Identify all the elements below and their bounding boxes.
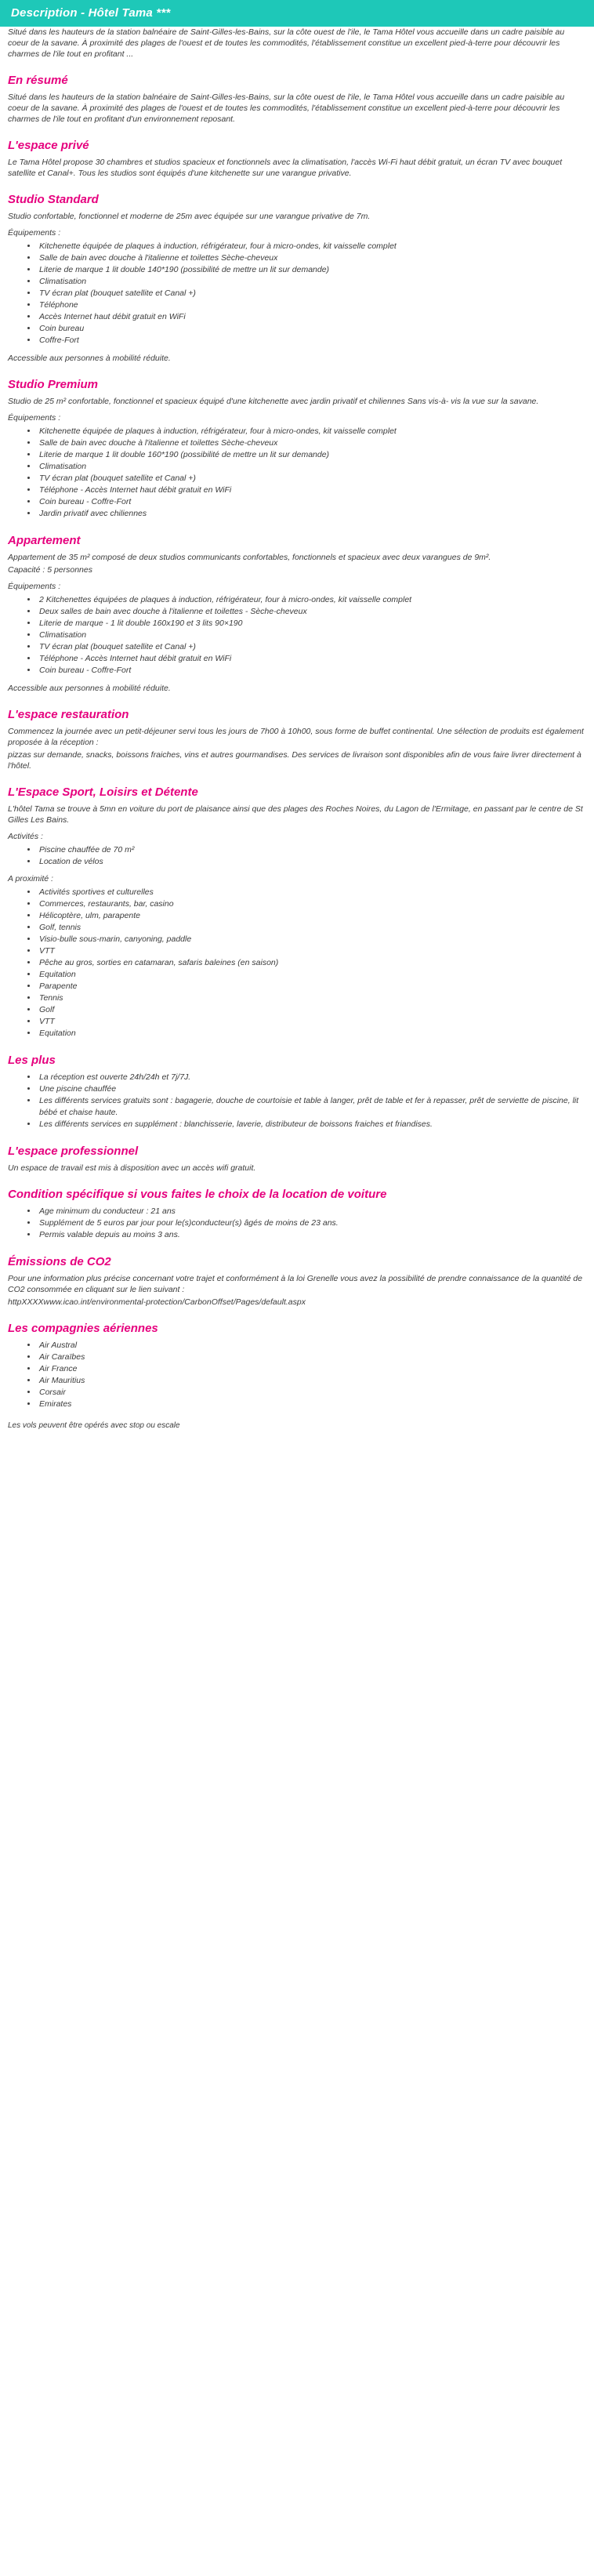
list-item: • Accès Internet haut débit gratuit en WiFi <box>38 311 589 323</box>
list-item: • VTT <box>38 945 589 957</box>
list-item: • TV écran plat (bouquet satellite et Canal +) <box>38 473 589 484</box>
list-item: • TV écran plat (bouquet satellite et Canal +) <box>38 288 589 299</box>
section-heading-studio-standard: Studio Standard <box>8 193 99 206</box>
list-item: • Golf, tennis <box>38 922 589 934</box>
list-item: • Climatisation <box>38 276 589 288</box>
airlines-footnote: Les vols peuvent être opérés avec stop ou escale <box>8 1421 180 1430</box>
section-heading-en-resume: En résumé <box>8 74 68 87</box>
list-item: • Air Austral <box>38 1340 589 1351</box>
section-heading-condition-voiture: Condition spécifique si vous faites le choix de la location de voiture <box>8 1188 387 1201</box>
equipment-label: Équipements : <box>8 413 61 423</box>
list-item: • Les différents services gratuits sont : bagagerie, douche de courtoisie et table à langer, prêt de table et fer à repasser, prêt de serviette de piscine, lit bébé et chaise haute. <box>38 1095 589 1119</box>
section-paragraph: Situé dans les hauteurs de la station balnéaire de Saint-Gilles-les-Bains, sur la côte ouest de l'ile, le Tama Hôtel vous accueille dans un cadre paisible au coeur de la savane. À proximité des plages de l'ouest et de toutes les commodités, l'établissement constitue un excellent pied-à-terre pour découvrir les charmes de l'ile tout en profitant d'un environnement reposant. <box>8 93 565 124</box>
list-item: • Permis valable depuis au moins 3 ans. <box>38 1229 589 1241</box>
accessibility-note: Accessible aux personnes à mobilité réduite. <box>8 684 171 693</box>
section-paragraph: L'hôtel Tama se trouve à 5mn en voiture du port de plaisance ainsi que des plages des Roches Noires, du Lagon de l'Ermitage, en passant par le centre de St Gilles Les Bains. <box>8 804 583 825</box>
section-paragraph: pizzas sur demande, snacks, boissons fraiches, vins et autres gourmandises. Des services de livraison sont disponibles afin de vous faire livrer directement à l'hôtel. <box>8 750 581 771</box>
section-paragraph: Studio confortable, fonctionnel et moderne de 25m avec équipée sur une varangue privative de 7m. <box>8 212 371 221</box>
section-heading-espace-sport: L'Espace Sport, Loisirs et Détente <box>8 785 198 799</box>
activities-label: Activités : <box>8 832 43 841</box>
co2-link[interactable]: httpXXXXwww.icao.int/environmental-protection/CarbonOffset/Pages/default.aspx <box>8 1297 306 1307</box>
section-paragraph: Appartement de 35 m² composé de deux studios communicants confortables, fonctionnels et spacieux avec deux varangues de 9m². <box>8 553 491 562</box>
section-paragraph: Pour une information plus précise concernant votre trajet et conformément à la loi Grenelle vous avez la possibilité de prendre connaissance de la quantité de CO2 consommée en cliquant sur le lien suivant : <box>8 1274 583 1294</box>
section-heading-espace-prive: L'espace privé <box>8 139 89 152</box>
list-item: • Equitation <box>38 969 589 981</box>
list-item: • Equitation <box>38 1028 589 1039</box>
capacity-text: Capacité : 5 personnes <box>8 565 92 575</box>
equipment-label: Équipements : <box>8 582 61 591</box>
list-item: • Téléphone - Accès Internet haut débit gratuit en WiFi <box>38 653 589 665</box>
list-item: • Pêche au gros, sorties en catamaran, safaris baleines (en saison) <box>38 957 589 969</box>
list-item: • Visio-bulle sous-marin, canyoning, paddle <box>38 934 589 945</box>
equipment-list <box>5 594 589 677</box>
list-item: • La réception est ouverte 24h/24h et 7j/7J. <box>38 1072 589 1083</box>
list-item: • Corsair <box>38 1387 589 1399</box>
list-item: • VTT <box>38 1016 589 1028</box>
list-item: • Literie de marque 1 lit double 140*190 (possibilité de mettre un lit sur demande) <box>38 264 589 276</box>
section-paragraph: Un espace de travail est mis à disposition avec un accès wifi gratuit. <box>8 1163 256 1173</box>
list-item: • Emirates <box>38 1399 589 1410</box>
section-heading-emissions-co2: Émissions de CO2 <box>8 1255 111 1268</box>
intro-paragraph: Situé dans les hauteurs de la station balnéaire de Saint-Gilles-les-Bains, sur la côte ouest de l'ile, le Tama Hôtel vous accueille dans un cadre paisible au coeur de la savane. À proximité des plages de l'ouest et de toutes les commodités, l'établissement constitue un excellent pied-à-terre pour découvrir les charmes de l'ile tout en profitant ... <box>8 27 565 59</box>
list-item: • Coffre-Fort <box>38 335 589 346</box>
list-item: • Air Caraïbes <box>38 1351 589 1363</box>
condition-list <box>5 1206 589 1241</box>
list-item: • Age minimum du conducteur : 21 ans <box>38 1206 589 1217</box>
list-item: • Téléphone <box>38 299 589 311</box>
list-item: • Une piscine chauffée <box>38 1083 589 1095</box>
list-item: • Literie de marque - 1 lit double 160x190 et 3 lits 90×190 <box>38 618 589 629</box>
section-heading-compagnies-aeriennes: Les compagnies aériennes <box>8 1322 158 1335</box>
list-item: • Coin bureau - Coffre-Fort <box>38 496 589 508</box>
list-item: • Les différents services en supplément : blanchisserie, laverie, distributeur de boissons fraiches et friandises. <box>38 1119 589 1130</box>
list-item: • Kitchenette équipée de plaques à induction, réfrigérateur, four à micro-ondes, kit vaisselle complet <box>38 241 589 252</box>
equipment-list <box>5 426 589 520</box>
list-item: • Salle de bain avec douche à l'italienne et toilettes Sèche-cheveux <box>38 437 589 449</box>
list-item: • Piscine chauffée de 70 m² <box>38 844 589 856</box>
section-heading-les-plus: Les plus <box>8 1054 56 1067</box>
list-item: • Tennis <box>38 992 589 1004</box>
page-header <box>0 0 594 27</box>
section-heading-espace-professionnel: L'espace professionnel <box>8 1145 139 1158</box>
list-item: • Climatisation <box>38 629 589 641</box>
section-heading-espace-restauration: L'espace restauration <box>8 708 129 721</box>
nearby-list <box>5 887 589 1039</box>
section-paragraph: Le Tama Hôtel propose 30 chambres et studios spacieux et fonctionnels avec la climatisation, l'accès Wi-Fi haut débit gratuit, un écran TV avec bouquet satellite et Canal+. Tous les studios sont équipés d'une kitchenette sur une varangue privative. <box>8 158 563 178</box>
page-title: Description - Hôtel Tama *** <box>11 6 171 20</box>
list-item: • Literie de marque 1 lit double 160*190 (possibilité de mettre un lit sur demande) <box>38 449 589 461</box>
les-plus-list <box>5 1072 589 1130</box>
list-item: • Coin bureau - Coffre-Fort <box>38 665 589 677</box>
section-paragraph: Studio de 25 m² confortable, fonctionnel et spacieux équipé d'une kitchenette avec jardin privatif et chiliennes Sans vis-à- vis la vue sur la savane. <box>8 397 539 406</box>
section-heading-appartement: Appartement <box>8 534 81 547</box>
list-item: • Golf <box>38 1004 589 1016</box>
list-item: • Supplément de 5 euros par jour pour le(s)conducteur(s) âgés de moins de 23 ans. <box>38 1217 589 1229</box>
list-item: • Jardin privatif avec chiliennes <box>38 508 589 520</box>
list-item: • Location de vélos <box>38 856 589 868</box>
nearby-label: A proximité : <box>8 874 53 883</box>
accessibility-note: Accessible aux personnes à mobilité réduite. <box>8 354 171 363</box>
list-item: • Air Mauritius <box>38 1375 589 1387</box>
document-content <box>0 27 594 1430</box>
equipment-list <box>5 241 589 346</box>
list-item: • Parapente <box>38 981 589 992</box>
list-item: • Salle de bain avec douche à l'italienne et toilettes Sèche-cheveux <box>38 252 589 264</box>
list-item: • Air France <box>38 1363 589 1375</box>
equipment-label: Équipements : <box>8 228 61 238</box>
list-item: • Activités sportives et culturelles <box>38 887 589 898</box>
list-item: • Deux salles de bain avec douche à l'italienne et toilettes - Sèche-cheveux <box>38 606 589 618</box>
list-item: • Téléphone - Accès Internet haut débit gratuit en WiFi <box>38 484 589 496</box>
section-paragraph: Commencez la journée avec un petit-déjeuner servi tous les jours de 7h00 à 10h00, sous forme de buffet continental. Une sélection de produits est également proposée à la réception : <box>8 727 584 747</box>
list-item: • Coin bureau <box>38 323 589 335</box>
activities-list <box>5 844 589 868</box>
list-item: • TV écran plat (bouquet satellite et Canal +) <box>38 641 589 653</box>
list-item: • Hélicoptère, ulm, parapente <box>38 910 589 922</box>
list-item: • 2 Kitchenettes équipées de plaques à induction, réfrigérateur, four à micro-ondes, kit vaisselle complet <box>38 594 589 606</box>
airlines-list <box>5 1340 589 1410</box>
list-item: • Commerces, restaurants, bar, casino <box>38 898 589 910</box>
section-heading-studio-premium: Studio Premium <box>8 378 99 391</box>
list-item: • Climatisation <box>38 461 589 473</box>
list-item: • Kitchenette équipée de plaques à induction, réfrigérateur, four à micro-ondes, kit vaisselle complet <box>38 426 589 437</box>
